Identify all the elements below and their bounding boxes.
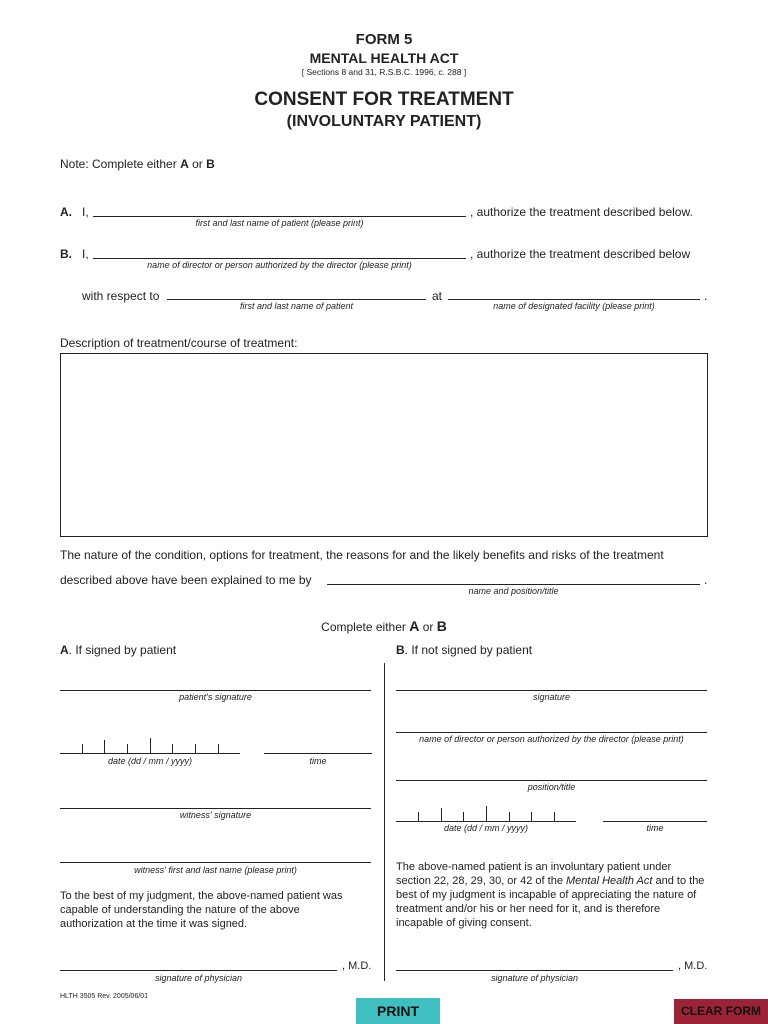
col-a-heading-text: . If signed by patient xyxy=(68,643,177,657)
section-b-suffix: , authorize the treatment described below xyxy=(470,247,691,261)
md-b-label: , M.D. xyxy=(678,960,708,972)
date-a-caption: date (dd / mm / yyyy) xyxy=(107,756,193,766)
period: . xyxy=(704,573,708,587)
section-b-prefix: I, xyxy=(82,247,89,261)
clear-form-button[interactable]: CLEAR FORM xyxy=(674,999,768,1024)
date-b-caption: date (dd / mm / yyyy) xyxy=(443,823,529,833)
statement-b-pre: The above-named patient is an involuntary patient under section 22, 28, 29, 30, or 42 of the xyxy=(396,861,672,887)
col-b-heading xyxy=(396,643,532,657)
signature-b-caption: signature xyxy=(532,692,571,702)
page-title: CONSENT FOR TREATMENT xyxy=(254,89,514,110)
patient-signature-caption: patient's signature xyxy=(179,692,252,702)
note-text: Note: Complete either xyxy=(60,157,177,171)
date-tick xyxy=(531,812,532,821)
description-label: Description of treatment/course of treatment: xyxy=(60,336,298,350)
date-tick xyxy=(104,740,105,753)
witness-name-caption: witness' first and last name (please print) xyxy=(134,865,297,875)
col-a-letter: A xyxy=(60,643,69,657)
patient-name-b-field[interactable] xyxy=(167,299,426,300)
facility-name-field[interactable] xyxy=(448,299,700,300)
position-title-caption: position/title xyxy=(527,782,576,792)
physician-statement-b xyxy=(396,860,708,930)
patient-name-field[interactable] xyxy=(93,216,466,217)
date-tick xyxy=(418,812,419,821)
section-a-letter: A. xyxy=(60,205,72,219)
director-b-field[interactable] xyxy=(396,732,707,733)
description-textarea[interactable] xyxy=(60,353,708,537)
director-b-caption: name of director or person authorized by the director (please print) xyxy=(419,734,684,744)
statement-b-post: and to the best of my judgment is incapable of appreciating the nature of treatment and/or his or her need for it, and is therefore incapable of giving consent. xyxy=(396,875,705,929)
date-tick xyxy=(463,812,464,821)
physician-signature-a-field[interactable] xyxy=(60,970,337,971)
date-tick xyxy=(509,812,510,821)
physician-signature-a-caption: signature of physician xyxy=(154,973,243,983)
explanation-line1: The nature of the condition, options for treatment, the reasons for and the likely benefits and risks of the treatment xyxy=(60,548,664,562)
time-b-caption: time xyxy=(646,823,664,833)
date-tick xyxy=(172,744,173,753)
date-a-field[interactable] xyxy=(60,753,240,754)
with-respect-to-label: with respect to xyxy=(82,289,160,303)
column-divider xyxy=(384,663,385,981)
section-a-prefix: I, xyxy=(82,205,89,219)
note-b: B xyxy=(206,157,215,171)
date-tick xyxy=(554,812,555,821)
director-name-field[interactable] xyxy=(93,258,466,259)
time-a-field[interactable] xyxy=(264,753,372,754)
explanation-line2: described above have been explained to me by xyxy=(60,573,312,587)
date-tick xyxy=(82,744,83,753)
facility-name-caption: name of designated facility (please print) xyxy=(493,301,655,311)
note xyxy=(60,157,215,171)
complete-a: A xyxy=(409,618,420,634)
complete-or: or xyxy=(422,620,434,634)
col-b-letter: B xyxy=(396,643,405,657)
section-a-suffix: , authorize the treatment described below. xyxy=(470,205,693,219)
at-label: at xyxy=(432,289,443,303)
col-a-heading xyxy=(60,643,176,657)
witness-name-field[interactable] xyxy=(60,862,371,863)
section-b-letter: B. xyxy=(60,247,72,261)
patient-name-caption: first and last name of patient (please print) xyxy=(195,218,364,228)
form-code: HLTH 3505 Rev. 2005/06/01 xyxy=(60,993,149,1000)
explained-by-field[interactable] xyxy=(327,584,700,585)
page-subtitle: (INVOLUNTARY PATIENT) xyxy=(286,113,482,130)
explained-by-caption: name and position/title xyxy=(468,586,559,596)
print-button[interactable]: PRINT xyxy=(356,998,440,1024)
time-a-caption: time xyxy=(309,756,327,766)
period: . xyxy=(704,289,708,303)
md-a-label: , M.D. xyxy=(342,960,372,972)
witness-signature-caption: witness' signature xyxy=(179,810,252,820)
act-sections: [ Sections 8 and 31, R.S.B.C. 1996, c. 288 ] xyxy=(301,67,467,77)
date-tick xyxy=(218,744,219,753)
act-title: MENTAL HEALTH ACT xyxy=(309,50,459,66)
position-title-field[interactable] xyxy=(396,780,707,781)
col-b-heading-text: . If not signed by patient xyxy=(404,643,533,657)
statement-b-act: Mental Health Act xyxy=(566,875,653,887)
date-tick xyxy=(441,808,442,821)
date-tick xyxy=(150,738,151,753)
complete-text: Complete either xyxy=(321,620,406,634)
director-name-caption: name of director or person authorized by the director (please print) xyxy=(147,260,412,270)
date-tick xyxy=(486,806,487,821)
witness-signature-field[interactable] xyxy=(60,808,371,809)
patient-signature-field[interactable] xyxy=(60,690,371,691)
date-b-field[interactable] xyxy=(396,821,576,822)
signature-b-field[interactable] xyxy=(396,690,707,691)
complete-either xyxy=(0,618,768,634)
physician-signature-b-caption: signature of physician xyxy=(490,973,579,983)
physician-signature-b-field[interactable] xyxy=(396,970,673,971)
date-tick xyxy=(127,744,128,753)
note-a: A xyxy=(180,157,189,171)
date-tick xyxy=(195,744,196,753)
physician-statement-a: To the best of my judgment, the above-named patient was capable of understanding the nature of the above authorization at the time it was signed. xyxy=(60,890,343,930)
note-or: or xyxy=(192,157,203,171)
complete-b: B xyxy=(436,618,447,634)
time-b-field[interactable] xyxy=(603,821,707,822)
patient-name-b-caption: first and last name of patient xyxy=(239,301,354,311)
form-number: FORM 5 xyxy=(355,31,413,48)
